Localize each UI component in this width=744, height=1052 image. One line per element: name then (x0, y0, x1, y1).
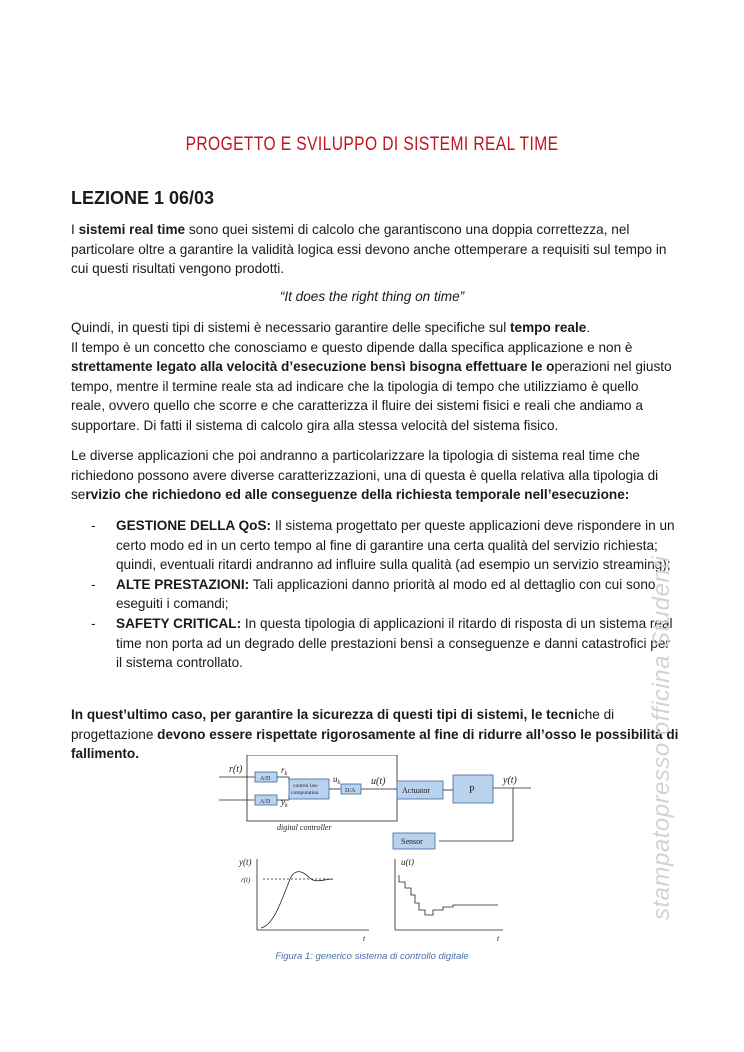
text-run: Le diverse applicazioni che poi andranno a particolarizzare la tipologia di sistema real time che richiedono possono avere diverse caratterizzazioni, una di questa è quella relativa alla tipologia di se (71, 448, 659, 503)
rk-subscript: k (284, 771, 288, 777)
rk-label (281, 765, 288, 777)
control-law-block (289, 779, 329, 799)
list-item-label: SAFETY CRITICAL: (116, 615, 242, 631)
text-run: . (586, 320, 591, 335)
sensor-label: Sensor (401, 837, 423, 846)
text-run: sono quei sistemi di calcolo che garantiscono una doppia correttezza, nel particolare oltre a garantire la validità logica essi devono anche ottemperare a requisiti sul tempo in cui questi risultati vengono prodotti. (71, 222, 667, 277)
list-item-text: Tali applicazioni danno priorità al modo ed al dettaglio con cui sono eseguiti i comandi; (116, 576, 656, 612)
figure-caption: Figura 1: generico sistema di controllo digitale (275, 951, 469, 962)
bold-term: rvizio che richiedono ed alle conseguenze della richiesta temporale nell’esecuzione: (85, 487, 630, 503)
page-title: PROGETTO E SVILUPPO DI SISTEMI REAL TIME (185, 134, 559, 155)
text-run: che di progettazione (71, 707, 615, 742)
list-item-text: Il sistema progettato per queste applicazioni deve rispondere in un certo modo ed in un certo tempo al fine di garantire una certa qualità del servizio richiesta; quindi, eventuali ritardi andranno ad influire sulla qualità (ad esempio un servizio streaming); (116, 518, 675, 573)
list-dash: - (91, 576, 96, 592)
yk-symbol: y (281, 797, 285, 807)
uk-label (333, 774, 341, 786)
text-run: Il tempo è un concetto che conosciamo e questo dipende dalla specifica applicazione e non è (71, 339, 633, 355)
lesson-heading: LEZIONE 1 06/03 (71, 188, 215, 208)
bold-term: strettamente legato alla velocità d’esecuzione bensì bisogna effettuare le o (71, 359, 555, 375)
uk-symbol: u (333, 774, 338, 784)
control-law-label: computation (291, 790, 319, 796)
graph1-y-label: y(t) (239, 857, 252, 867)
bold-term: In quest’ultimo caso, per garantire la sicurezza di questi tipi di sistemi, le tecni (71, 707, 578, 722)
list-item (91, 575, 676, 614)
list-item-label: ALTE PRESTAZIONI: (116, 576, 250, 592)
control-system-figure (213, 755, 533, 945)
graph2-y-label: u(t) (401, 857, 414, 867)
bold-term: sistemi real time (78, 222, 186, 237)
list-item (91, 614, 676, 673)
list-dash: - (91, 518, 96, 533)
uk-subscript: k (337, 780, 341, 786)
graph1-response (261, 872, 333, 928)
graph1-ref-label: r(t) (241, 876, 251, 884)
list-item-text: In questa tipologia di applicazioni il ritardo di risposta di un sistema real time non porta ad un degrado delle prestazioni bensì a conseguenze e danni catastrofici per il sistema controllato. (116, 615, 673, 671)
text-run: Quindi, in questi tipi di sistemi è necessario garantire delle specifiche sul (71, 320, 510, 335)
watermark: stampatopresso officina Studenti (648, 555, 675, 920)
bold-term: tempo reale (510, 320, 587, 335)
da-label: D/A (345, 788, 356, 794)
reference-label: r(t) (229, 764, 243, 775)
text-run: perazioni nel giusto tempo, mentre il termine reale sta ad indicare che la tipologia di tempo che utilizziamo è quello reale, ovvero quello che scorre e che caratterizza il fluire dei sistemi fisici e reali che andiamo a supportare. Di fatti il sistema di calcolo gira alla stessa velocità del sistema fisico. (71, 359, 672, 433)
plant-label: P (469, 785, 475, 796)
list-item-label: GESTIONE DELLA QoS: (116, 518, 272, 533)
actuator-label: Actuator (402, 786, 430, 795)
category-list (91, 516, 676, 673)
graph1-t-label: t (363, 934, 366, 943)
ad-label: A/D (260, 776, 271, 782)
list-item (91, 516, 676, 575)
yk-label (280, 797, 288, 809)
ad-label: A/D (260, 799, 271, 805)
bold-term: devono essere rispettate rigorosamente al fine di ridurre all’osso le possibilità di fallimento. (71, 726, 679, 762)
text-run: I (71, 222, 79, 237)
yk-subscript: k (285, 803, 288, 809)
yt-label: y(t) (503, 775, 517, 786)
control-law-label: control law (293, 783, 318, 789)
graph2-control-signal (399, 875, 498, 915)
paragraph-applications (71, 446, 673, 505)
quote: “It does the right thing on time” (279, 289, 465, 304)
controller-label: digital controller (277, 823, 332, 832)
ut-label: u(t) (371, 776, 386, 787)
paragraph-intro (71, 220, 673, 279)
graph2-t-label: t (497, 934, 500, 943)
paragraph-real-time (71, 318, 673, 436)
list-dash: - (91, 615, 96, 631)
rk-symbol: r (281, 765, 285, 775)
